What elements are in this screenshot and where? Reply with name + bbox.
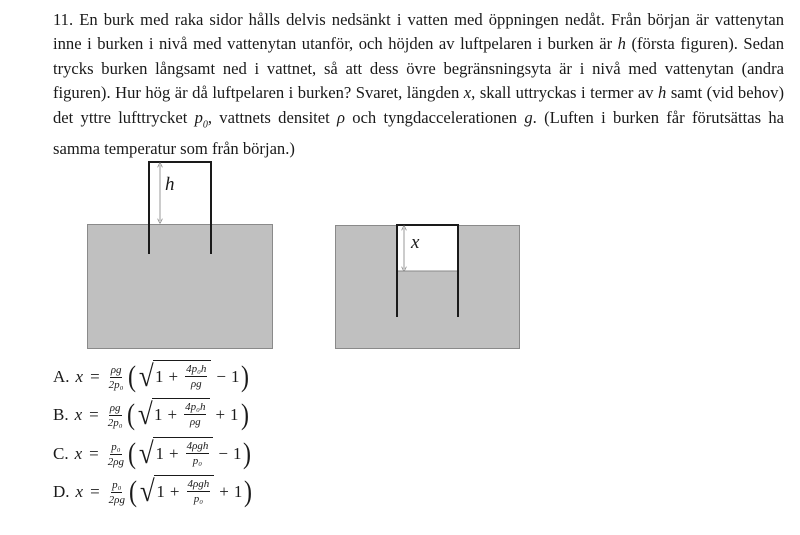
var-rho: ρ [337, 107, 345, 127]
var-x: x [463, 83, 472, 103]
figure-second [336, 225, 520, 349]
problem-number: 11. [53, 10, 74, 29]
figure-first [88, 162, 273, 349]
answer-d[interactable]: D. x = $\frac{\text{p₀}}{2\rho g}$ ( √ 1 + $\frac{\text{4ρgh}}{\text{p₀}}$ + 1 ) [53, 475, 253, 508]
air-column [398, 226, 457, 271]
answer-c[interactable]: C. x = $\frac{\text{p₀}}{2\rho g}$ ( √ 1 + $\frac{\text{4ρgh}}{\text{p₀}}$ − 1 ) [53, 437, 252, 470]
coefficient: $\frac{\rho g}{\text{2p₀}}$ [108, 363, 124, 391]
water-basin [88, 225, 273, 349]
coefficient: $\frac{\text{p₀}}{2\rho g}$ [108, 478, 125, 506]
answer-b[interactable]: B. x = $\frac{\rho g}{\text{2p₀}}$ ( √ 1 + $\frac{\text{4p₀h}}{\rho g}$ + 1 ) [53, 398, 249, 431]
label-h: h [165, 174, 175, 195]
var-h: h [617, 34, 626, 54]
var-g: g [524, 107, 533, 127]
square-root: √ 1 + $\frac{\text{4ρgh}}{\text{p₀}}$ [138, 439, 213, 469]
coefficient: $\frac{\text{p₀}}{2\rho g}$ [107, 440, 125, 468]
label-x: x [411, 232, 420, 253]
var-p0: $p_0$ [194, 107, 208, 130]
square-root: √ 1 + $\frac{\text{4p₀h}}{\rho g}$ [137, 400, 211, 430]
problem-text: 11. En burk med raka sidor hålls delvis nedsänkt i vatten med öppningen nedåt. Från början är vattenytan inne i burken i nivå med vattenytan utanför, och höjden av luftpelaren i burken är h (första figuren). Sedan trycks burken långsamt ned i vattnet, så att dess övre begränsningsyta är i nivå med vattenytan (andra figuren). Hur hög är då luftpelaren i burken? Svaret, längden x, skall uttryckas i termer av h samt (vid behov) det yttre lufttrycket $p_0$, vattnets densitet ρ och tyngdaccelerationen g. (Luften i burken får förutsättas ha samma temperatur som från början.) [53, 10, 784, 159]
square-root: √ 1 + $\frac{\text{4p₀h}}{\rho g}$ [138, 362, 212, 392]
answer-a[interactable]: A. x = $\frac{\rho g}{\text{2p₀}}$ ( √ 1 + $\frac{\text{4p₀h}}{\rho g}$ − 1 ) [53, 360, 250, 393]
coefficient: $\frac{\rho g}{\text{2p₀}}$ [107, 401, 123, 429]
square-root: √ 1 + $\frac{\text{4ρgh}}{\text{p₀}}$ [139, 477, 214, 507]
